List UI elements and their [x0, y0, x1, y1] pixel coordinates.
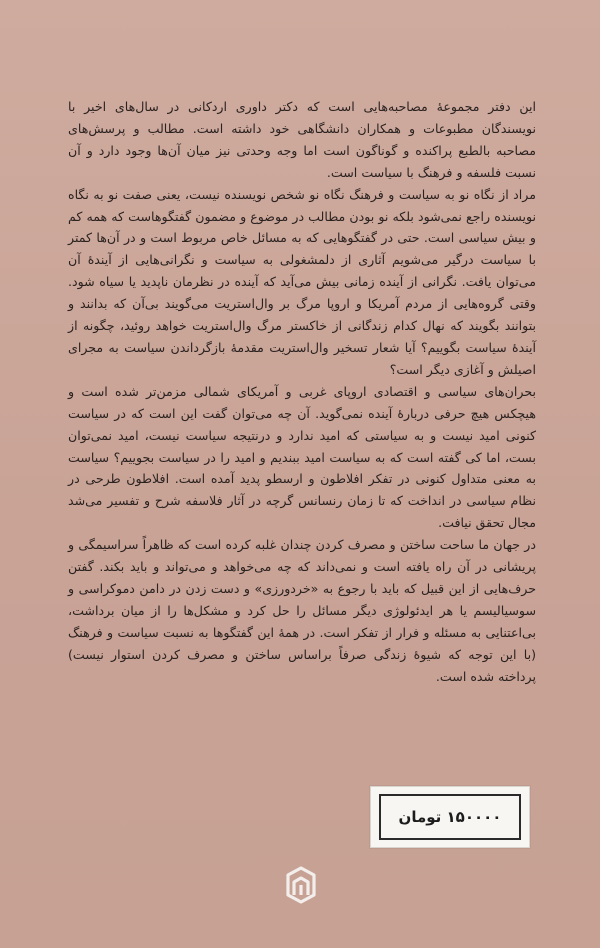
- blurb-paragraph-3: بحران‌های سیاسی و اقتصادی اروپای غربی و آمریکای شمالی مزمن‌تر شده است و هیچکس هیچ حرفی دربارهٔ آینده نمی‌گوید. آن چه می‌توان گفت این است که در سیاست کنونی امید نیست و به سیاستی که امید ندارد و درنتیجه سیاست نیست، امید نمی‌توان بست، اما کی گفته است که به سیاست امید ببندیم و امید را در سیاست بجوییم؟ سیاست به معنی متداول کنونی در تفکر افلاطون و ارسطو پدید آمده است. افلاطون طرحی در نظام سیاسی در انداخت که تا زمان رنسانس گرچه در آثار فلاسفه شرح و تفسیر می‌شد مجال تحقق نیافت.: [68, 383, 536, 531]
- blurb-paragraph-1: این دفتر مجموعهٔ مصاحبه‌هایی است که دکتر داوری اردکانی در سال‌های اخیر با نویسندگان مطبوعات و همکاران دانشگاهی خود داشته است. مطالب و پرسش‌های مصاحبه بالطبع پراکنده و گوناگون است اما وجه وحدتی نیز میان آن‌ها وجود دارد و آن نسبت فلسفه و فرهنگ با سیاست است.: [68, 99, 536, 180]
- blurb-paragraph-4: در جهان ما ساحت ساختن و مصرف کردن چندان غلبه کرده است که ظاهراً سراسیمگی و پریشانی در آن راه یافته است و نمی‌داند که چه می‌خواهد و می‌تواند و باید بکند. گفتن حرف‌هایی از این قبیل که باید با رجوع به «خردورزی» و دست زدن در دامن دموکراسی و سوسیالیسم یا هر ایدئولوژی دیگر مسائل را حل کرد و مشکل‌ها را از میان برداشت، بی‌اعتنایی به مسئله و فرار از تفکر است. در همهٔ این گفتگوها به نسبت سیاست و فرهنگ (با این توجه که شیوهٔ زندگی صرفاً براساس ساختن و مصرف کردن استوار نیست) پرداخته شده است.: [68, 537, 536, 684]
- price-sticker: [370, 786, 530, 848]
- price-label: ۱۵۰۰۰۰ تومان: [398, 808, 502, 826]
- blurb-text: [68, 96, 536, 687]
- blurb-paragraph-2: مراد از نگاه نو به سیاست و فرهنگ نگاه نو شخص نویسنده نیست، یعنی صفت نو به نگاه نویسنده راجع نمی‌شود بلکه نو بودن مطالب در موضوع و مضمون گفتگوهاست که همه کم و بیش سیاسی است. حتی در گفتگوهایی که به مسائل خاص مربوط است و در آن‌ها کمتر با سیاست درگیر می‌شویم آثاری از دلمشغولی به سیاست و نگرانی‌هایی از آیندهٔ آن می‌توان یافت. نگرانی از آینده زمانی بیش می‌آید که آینده در نظرمان ناپدید یا سیاه شود. وقتی گروه‌هایی از مردم آمریکا و اروپا مرگ بر وال‌استریت می‌گویند بی‌آن که بدانند و بتوانند بگویند که نهال کدام زندگانی از خاکستر مرگ وال‌استریت خواهد روئید، چگونه از آیندهٔ سیاست بگوییم؟ آیا شعار تسخیر وال‌استریت مقدمهٔ بازگرداندن سیاست به مجرای اصیلش و آغازی دیگر است؟: [68, 186, 536, 377]
- publisher-logo-icon: [285, 865, 317, 905]
- price-box: [379, 794, 521, 840]
